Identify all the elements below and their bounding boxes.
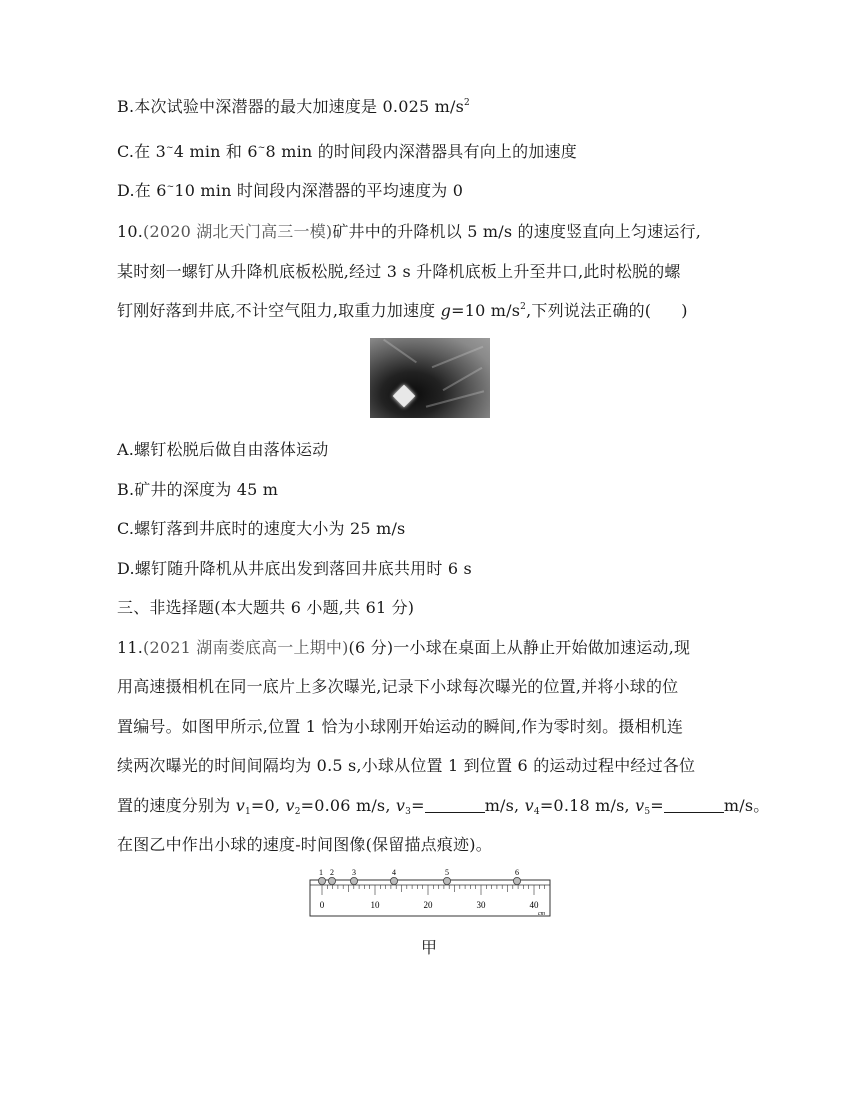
q10-line-3	[117, 301, 688, 321]
question-text: 矿井中的升降机以 5 m/s 的速度竖直向上匀速运行,	[332, 222, 702, 241]
question-text: =0,	[250, 796, 286, 815]
tilde: ~	[166, 182, 175, 192]
q11-line-4	[117, 756, 695, 776]
section-heading	[117, 598, 414, 618]
q11-line-5	[117, 796, 769, 816]
fill-blank-v5[interactable]	[664, 798, 724, 813]
photo-streak	[443, 367, 483, 391]
q10-option-d	[117, 559, 472, 579]
option-text: C.螺钉落到井底时的速度大小为 25 m/s	[117, 519, 406, 538]
question-number: 11.	[117, 638, 144, 657]
q9-option-b	[117, 97, 470, 117]
q11-line-1	[117, 638, 690, 658]
photo-streak	[383, 339, 417, 364]
ball-label: 3	[352, 868, 356, 877]
q11-line-3	[117, 717, 683, 737]
option-text: D.螺钉随升降机从井底出发到落回井底共用时 6 s	[117, 559, 472, 578]
question-text: 钉刚好落到井底,不计空气阻力,取重力加速度	[117, 301, 441, 320]
q10-option-b	[117, 480, 278, 500]
variable-v: v	[635, 796, 645, 815]
question-text: (6 分)一小球在桌面上从静止开始做加速运动,现	[348, 638, 691, 657]
q9-option-c-part: 4 min 和 6	[173, 142, 258, 161]
unit-label: cm	[538, 911, 545, 917]
ball-label: 1	[319, 868, 323, 877]
question-text: m/s。	[723, 796, 770, 815]
q10-option-a	[117, 440, 328, 460]
tick-label: 0	[319, 900, 325, 910]
question-source: (2021 湖南娄底高一上期中)	[143, 638, 349, 657]
subscript: 1	[244, 807, 251, 817]
q10-line-2	[117, 262, 681, 282]
ball-2	[328, 877, 335, 884]
q11-line-2	[117, 677, 678, 697]
ball-label: 2	[330, 868, 334, 877]
question-number: 10.	[117, 222, 144, 241]
ball-label: 4	[392, 868, 396, 877]
screw-highlight	[393, 385, 416, 408]
q9-option-d-part: D.在 6	[117, 181, 167, 200]
variable-v: v	[235, 796, 245, 815]
q10-option-c	[117, 519, 405, 539]
section-title: 三、非选择题(本大题共 6 小题,共 61 分)	[117, 598, 415, 617]
ball-3	[350, 877, 357, 884]
superscript: 2	[464, 98, 470, 108]
q11-line-6	[117, 835, 492, 855]
figure-caption: 甲	[421, 938, 438, 957]
question-text: =	[411, 796, 425, 815]
question-text: 用高速摄相机在同一底片上多次曝光,记录下小球每次曝光的位置,并将小球的位	[117, 677, 679, 696]
ball-5	[443, 877, 450, 884]
ball-label: 5	[445, 868, 449, 877]
subscript: 5	[644, 807, 651, 817]
ruler-figure	[306, 868, 556, 920]
tilde: ~	[166, 143, 174, 153]
q9-option-b-text: B.本次试验中深潜器的最大加速度是 0.025 m/s	[117, 97, 464, 116]
question-text: 在图乙中作出小球的速度-时间图像(保留描点痕迹)。	[117, 835, 492, 854]
ball-4	[390, 877, 397, 884]
tick-label: 10	[370, 900, 380, 910]
q10-line-1	[117, 222, 701, 242]
ball-1	[318, 877, 325, 884]
question-text: =0.06 m/s,	[300, 796, 396, 815]
option-text: B.矿井的深度为 45 m	[117, 480, 279, 499]
question-text: 置编号。如图甲所示,位置 1 恰为小球刚开始运动的瞬间,作为零时刻。摄相机连	[117, 717, 684, 736]
q9-option-d-part: 10 min 时间段内深潜器的平均速度为 0	[174, 181, 464, 200]
tick-label: 30	[476, 900, 486, 910]
tick-label: 20	[423, 900, 433, 910]
variable-v: v	[524, 796, 534, 815]
tilde: ~	[257, 143, 266, 153]
variable-v: v	[285, 796, 295, 815]
question-text: 某时刻一螺钉从升降机底板松脱,经过 3 s 升降机底板上升至井口,此时松脱的螺	[117, 262, 681, 281]
question-source: (2020 湖北天门高三一模)	[143, 222, 333, 241]
ball-6	[513, 877, 520, 884]
fill-blank-v3[interactable]	[425, 798, 485, 813]
question-text: =10 m/s	[451, 301, 521, 320]
question-text: m/s,	[484, 796, 525, 815]
question-text: 续两次曝光的时间间隔均为 0.5 s,小球从位置 1 到位置 6 的运动过程中经过各位	[117, 756, 696, 775]
subscript: 3	[405, 807, 412, 817]
question-text: )	[681, 301, 688, 320]
option-text: A.螺钉松脱后做自由落体运动	[117, 440, 329, 459]
mine-shaft-photo	[370, 338, 490, 418]
q9-option-c-part: C.在 3	[117, 142, 167, 161]
question-text: =	[650, 796, 664, 815]
tick-label: 40	[529, 900, 539, 910]
superscript: 2	[520, 302, 527, 312]
q9-option-c-part: 8 min 的时间段内深潜器具有向上的加速度	[265, 142, 577, 161]
ruler-body	[310, 880, 550, 916]
subscript: 4	[533, 807, 540, 817]
variable-v: v	[395, 796, 406, 815]
photo-streak	[432, 346, 484, 368]
question-text: =0.18 m/s,	[539, 796, 636, 815]
q9-option-c	[117, 142, 577, 162]
question-text: ,下列说法正确的(	[526, 301, 652, 320]
q9-option-d	[117, 181, 463, 201]
variable-g: g	[440, 301, 452, 320]
photo-streak	[426, 390, 484, 407]
subscript: 2	[294, 807, 301, 817]
ball-label: 6	[515, 868, 519, 877]
question-text: 置的速度分别为	[117, 796, 236, 815]
